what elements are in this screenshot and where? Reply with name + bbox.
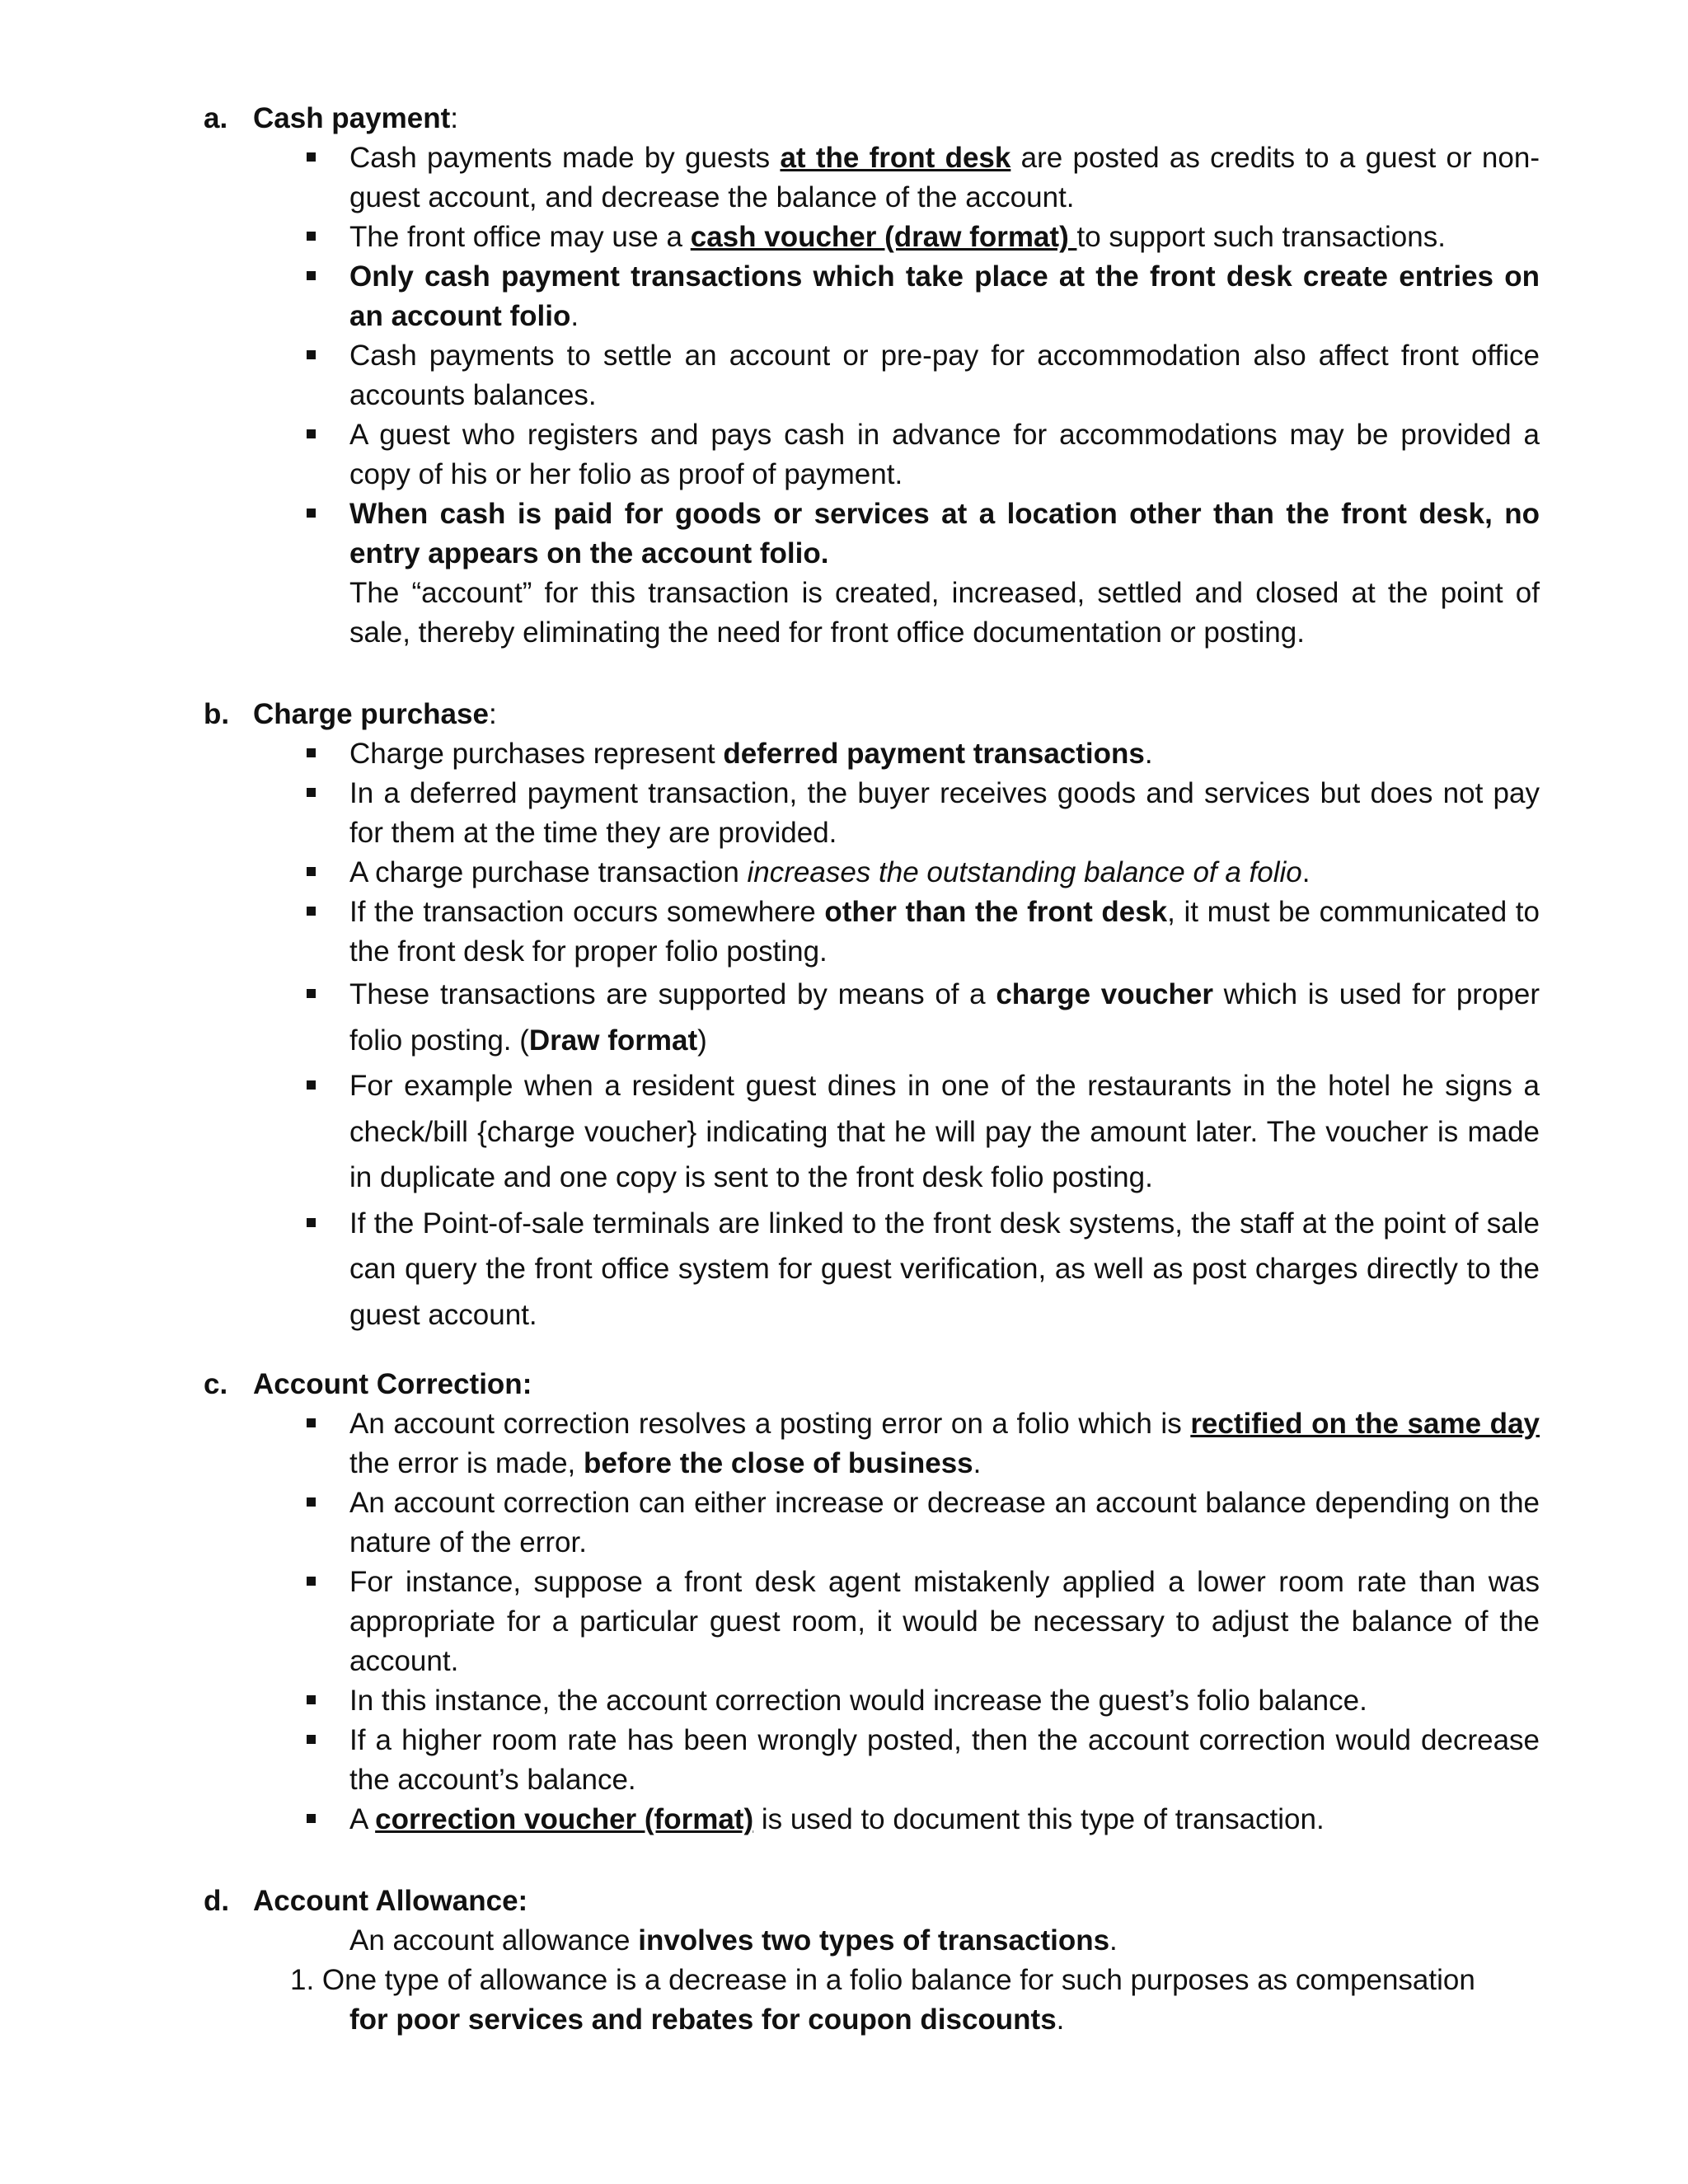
list-item: Only cash payment transactions which take place at the front desk create entries on an account folio. <box>349 257 1540 336</box>
list-item: A charge purchase transaction increases the outstanding balance of a folio. <box>349 853 1540 893</box>
list-item: Cash payments to settle an account or pre-pay for accommodation also affect front office accounts balances. <box>349 336 1540 415</box>
list-item: In this instance, the account correction would increase the guest’s folio balance. <box>349 1681 1540 1721</box>
numbered-item: 1. One type of allowance is a decrease in a folio balance for such purposes as compensation for poor services and rebates for coupon discounts. <box>290 1964 1475 2036</box>
list-item: If the Point-of-sale terminals are linked to the front desk systems, the staff at the point of sale can query the front office system for guest verification, as well as post charges directly to the guest account. <box>349 1201 1540 1338</box>
section-heading: b. Charge purchase: <box>204 695 1440 734</box>
section-letter: c. <box>204 1368 228 1400</box>
section-letter: a. <box>204 102 228 134</box>
list-item: In a deferred payment transaction, the buyer receives goods and services but does not pay for them at the time they are provided. <box>349 774 1540 853</box>
section-title: Charge purchase <box>253 698 489 730</box>
section-title: Cash payment <box>253 102 451 134</box>
list-item: For example when a resident guest dines in one of the restaurants in the hotel he signs a check/bill {charge voucher} indicating that he will pay the amount later. The voucher is made in duplicate and one copy is sent to the front desk folio posting. <box>349 1063 1540 1201</box>
section-title: Account Correction: <box>253 1368 532 1400</box>
list-item: An account correction resolves a posting error on a folio which is rectified on the same day the error is made, before the close of business. <box>349 1404 1540 1483</box>
list-item: If the transaction occurs somewhere other than the front desk, it must be communicated to the front desk for proper folio posting. <box>349 893 1540 972</box>
list-item: For instance, suppose a front desk agent mistakenly applied a lower room rate than was appropriate for a particular guest room, it would be necessary to adjust the balance of the account. <box>349 1563 1540 1681</box>
section-heading <box>204 1882 1440 1921</box>
bullet-list <box>349 972 1540 1338</box>
list-item: The front office may use a cash voucher (draw format) to support such transactions. <box>349 218 1540 257</box>
item-number: 1. <box>290 1964 315 1996</box>
allowance-intro: An account allowance involves two types of transactions. <box>349 1924 1118 1957</box>
section-heading: a. Cash payment: <box>204 99 1440 138</box>
list-item: When cash is paid for goods or services at a location other than the front desk, no entry appears on the account folio. The “account” for this transaction is created, increased, settled and closed at the point of sale, thereby eliminating the need for front office documentation or posting. <box>349 494 1540 653</box>
bullet-list <box>349 138 1540 653</box>
list-item: A guest who registers and pays cash in advance for accommodations may be provided a copy of his or her folio as proof of payment. <box>349 415 1540 494</box>
list-item: An account correction can either increase or decrease an account balance depending on the nature of the error. <box>349 1483 1540 1563</box>
section-letter: d. <box>204 1885 230 1917</box>
bullet-list <box>349 1404 1540 1840</box>
list-item: A correction voucher (format) is used to document this type of transaction. <box>349 1800 1540 1840</box>
bullet-list <box>349 734 1540 972</box>
list-item: These transactions are supported by means of a charge voucher which is used for proper folio posting. (Draw format) <box>349 972 1540 1063</box>
section-heading <box>204 1365 1440 1404</box>
section-title: Account Allowance: <box>253 1885 528 1917</box>
list-item: If a higher room rate has been wrongly posted, then the account correction would decrease the account’s balance. <box>349 1721 1540 1800</box>
list-item: Charge purchases represent deferred payment transactions. <box>349 734 1540 774</box>
list-item: Cash payments made by guests at the front desk are posted as credits to a guest or non-guest account, and decrease the balance of the account. <box>349 138 1540 218</box>
section-letter: b. <box>204 698 230 730</box>
